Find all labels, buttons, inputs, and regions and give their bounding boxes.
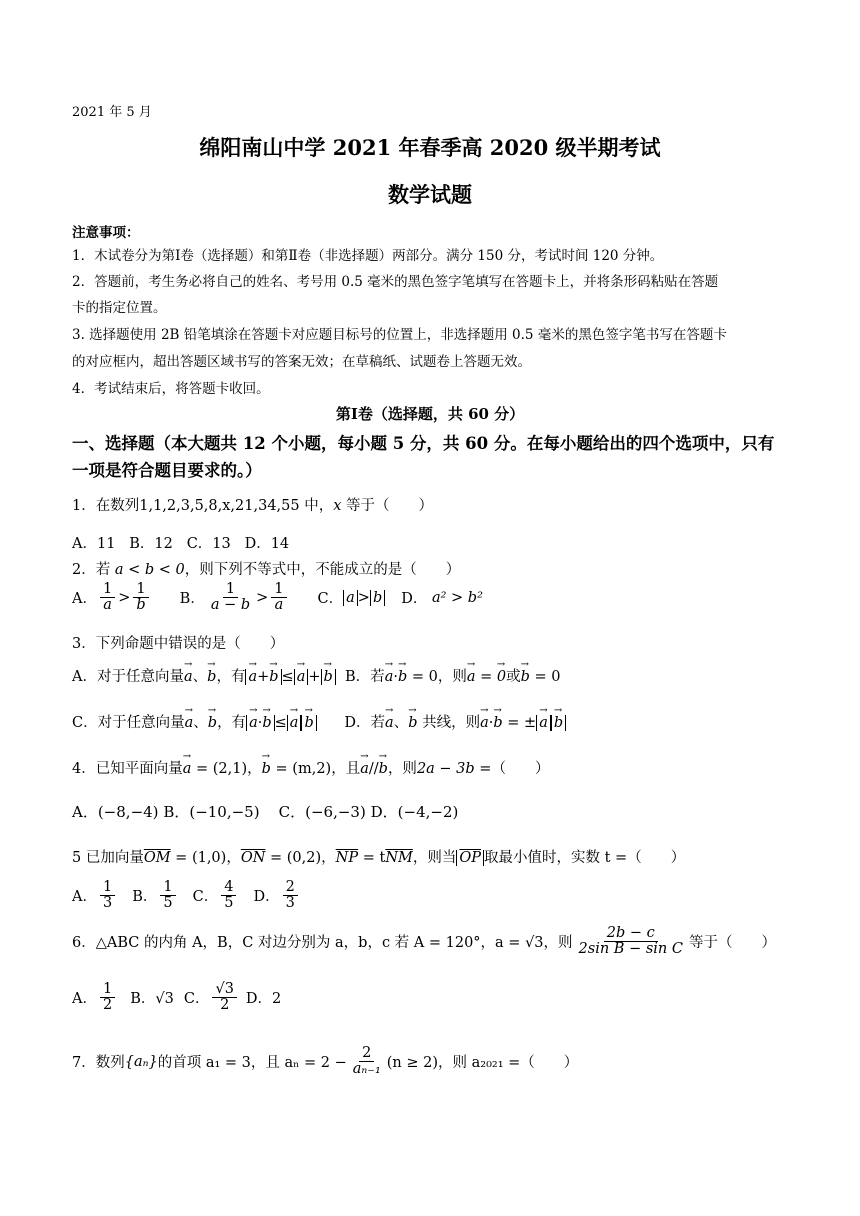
vector-on: $\overline{ON}$ — [240, 850, 266, 866]
q7-text: 的首项 a₁ = 3，且 aₙ = 2 − — [157, 1055, 347, 1072]
q4-options — [72, 801, 458, 822]
note-line: 2．答题前，考生务必将自己的姓名、考号用 0.5 毫米的黑色签字笔填写在答题卡上，并将条形码粘贴在答题 — [72, 274, 719, 290]
denominator: 5 — [163, 895, 173, 912]
fraction — [100, 582, 115, 613]
question-2 — [72, 558, 460, 579]
denominator: a — [103, 597, 112, 614]
option-b: B． — [132, 889, 158, 906]
fraction — [208, 582, 253, 613]
q3-text: ，有 — [217, 715, 247, 731]
abs-value: b — [370, 590, 385, 606]
notes-heading: 注意事项： — [72, 225, 140, 241]
question-6 — [72, 926, 776, 957]
option-a: A． — [72, 889, 97, 906]
q4-text: ，则 — [387, 761, 417, 777]
q5-value: = (0,2)， — [265, 850, 336, 866]
option-a: A． — [72, 991, 97, 1008]
q5-text: 取最小值时，实数 t =（ ） — [484, 850, 686, 866]
denominator: a − b — [210, 597, 251, 614]
option-d: D．14 — [244, 536, 290, 552]
option-d: D．(−4,−2) — [370, 803, 459, 821]
fraction — [271, 582, 286, 613]
option-b: B．12 — [129, 536, 173, 552]
numerator: 1 — [223, 582, 238, 598]
numerator: 1 — [100, 982, 115, 998]
option-a: A．(−8,−4) — [72, 803, 159, 821]
q4-text: ，且 — [331, 761, 361, 777]
numerator: 2 — [359, 1046, 374, 1062]
q4-text: 4．已知平面向量 — [72, 761, 183, 777]
numerator: 1 — [133, 582, 148, 598]
q5-options — [72, 880, 301, 911]
note-line: 3. 选择题使用 2B 铅笔填涂在答题卡对应题目标号的位置上，非选择题用 0.5 毫米的黑色签字笔书写在答题卡 — [72, 327, 727, 343]
separator: 、 — [192, 669, 208, 685]
q6-text: 6．△ABC 的内角 A，B，C 对边分别为 a，b，c 若 A = 120°，a = √3，则 — [72, 935, 573, 952]
q5-text: = t — [358, 850, 386, 866]
q2-condition: a < b < 0 — [114, 562, 185, 578]
numerator: 4 — [221, 880, 236, 896]
q3-text: ，则 — [437, 669, 467, 685]
option-d: D． — [253, 889, 280, 906]
fraction — [160, 880, 175, 911]
section-instructions: 一项是符合题目要求的。） — [72, 461, 262, 480]
fraction — [576, 926, 686, 957]
option-c: C．对于任意向量 — [72, 715, 185, 731]
separator: 、 — [393, 715, 409, 731]
q1-text: 中， — [299, 498, 334, 514]
option-a: A．11 — [72, 536, 116, 552]
q7-sequence: {aₙ} — [124, 1053, 158, 1070]
q6-text: 等于（ ） — [688, 935, 776, 952]
q2-text: 2．若 — [72, 562, 115, 578]
q2-text: ，则下列不等式中，不能成立的是（ ） — [184, 562, 461, 578]
q5-text: 5 已加向量 — [72, 850, 144, 866]
numerator: 2b − c — [604, 926, 658, 942]
vector-np: $\overline{NP}$ — [335, 850, 359, 866]
q1-options — [72, 532, 289, 553]
exam-date: 2021 年 5 月 — [72, 105, 152, 120]
q4-value: = (2,1) — [191, 761, 248, 777]
q7-text: (n ≥ 2)，则 a₂₀₂₁ =（ ） — [386, 1055, 579, 1072]
numerator: 1 — [100, 582, 115, 598]
numerator: 2 — [283, 880, 298, 896]
option-d: D．2 — [245, 991, 282, 1008]
denominator: 2 — [102, 997, 113, 1014]
denominator: 3 — [285, 895, 295, 912]
relation: > — [357, 589, 370, 606]
q3-option-a-b: A．对于任意向量→ a、→ b，有 → a+→ b ≤ → a + → b B．若→ a·→ b = 0，则→ a = → 0或→ b = 0 — [72, 665, 561, 686]
q4-value: = (m,2) — [270, 761, 332, 777]
q4-text: =（ ） — [474, 761, 550, 777]
expression: a² > b² — [431, 589, 483, 606]
option-c: C． — [183, 991, 210, 1008]
fraction — [350, 1046, 384, 1077]
relation: > — [256, 589, 269, 606]
option-b: B．若 — [345, 669, 385, 685]
option-b: B． — [179, 591, 205, 608]
q1-sequence: 1,1,2,3,5,8,x,21,34,55 — [139, 498, 300, 514]
vector-om: $\overline{OM}$ — [143, 850, 171, 866]
fraction — [283, 880, 298, 911]
section-instructions: 一、选择题（本大题共 12 个小题，每小题 5 分，共 60 分。在每小题给出的四个选项中，只有 — [72, 434, 775, 453]
option-c: C．(−6,−3) — [278, 803, 366, 821]
option-a: A．对于任意向量 — [72, 669, 184, 685]
q5-value: = (1,0)， — [170, 850, 241, 866]
denominator: 2sin B − sin C — [578, 941, 683, 958]
option-d: D．若 — [344, 715, 386, 731]
fraction — [100, 880, 115, 911]
note-line: 的对应框内，超出答题区域书写的答案无效；在草稿纸、试题卷上答题无效。 — [72, 354, 531, 370]
q1-stem: 1．在数列 — [72, 498, 140, 514]
abs-value: a — [343, 590, 358, 606]
numerator: √3 — [212, 982, 236, 998]
fraction — [212, 982, 236, 1013]
q3-text: 共线，则 — [422, 715, 481, 731]
q2-options — [72, 582, 483, 613]
note-line: 4．考试结束后，将答题卡收回。 — [72, 381, 270, 397]
question-4: 4．已知平面向量→ a = (2,1)，→ b = (m,2)，且→ a//→ b，则2a − 3b =（ ） — [72, 757, 549, 778]
q5-text: ，则当 — [412, 850, 457, 866]
vector-nm: $\overline{NM}$ — [385, 850, 413, 866]
q3-text: 或 — [506, 669, 521, 685]
note-line: 1．木试卷分为第Ⅰ卷（选择题）和第Ⅱ卷（非选择题）两部分。满分 150 分，考试时间 120 分钟。 — [72, 248, 664, 264]
numerator: 1 — [100, 880, 115, 896]
option-b: B．(−10,−5) — [163, 803, 260, 821]
vector-op: $\overline{OP}$ — [459, 850, 482, 866]
q6-options — [72, 982, 281, 1013]
fraction — [100, 982, 115, 1013]
option-c: C． — [317, 591, 344, 608]
option-a: A． — [72, 591, 97, 608]
q7-text: 7．数列 — [72, 1055, 125, 1072]
exam-title: 绵阳南山中学 2021 年春季高 2020 级半期考试 — [199, 135, 661, 160]
fraction — [221, 880, 236, 911]
option-c: C． — [192, 889, 219, 906]
denominator: aₙ₋₁ — [352, 1061, 381, 1078]
exam-subtitle: 数学试题 — [388, 182, 472, 207]
numerator: 1 — [271, 582, 286, 598]
option-c: C．13 — [186, 536, 231, 552]
section-heading: 第Ⅰ卷（选择题，共 60 分） — [335, 405, 525, 423]
question-5 — [72, 846, 685, 867]
question-7 — [72, 1046, 578, 1077]
q3-text: ，有 — [216, 669, 246, 685]
q1-variable: x — [333, 498, 342, 514]
fraction — [133, 582, 148, 613]
q1-text: 等于（ ） — [341, 498, 434, 514]
q4-expression: 2a − 3b — [416, 761, 475, 777]
question-3: 3．下列命题中错误的是（ ） — [72, 636, 285, 652]
denominator: b — [136, 597, 146, 614]
option-b: B．√3 — [130, 991, 174, 1008]
denominator: a — [274, 597, 284, 614]
relation: > — [118, 589, 131, 606]
numerator: 1 — [160, 880, 175, 896]
denominator: 5 — [224, 895, 234, 912]
note-line: 卡的指定位置。 — [72, 300, 167, 316]
denominator: 2 — [220, 997, 230, 1014]
q3-option-c-d: C．对于任意向量→ a、→ b，有 → a·→ b ≤ → a → b D．若→ a、→ b 共线，则→ a·→ b = ± → a → b — [72, 711, 566, 732]
option-d: D． — [401, 591, 428, 608]
separator: 、 — [193, 715, 208, 731]
denominator: 3 — [102, 895, 113, 912]
question-1 — [72, 494, 433, 515]
